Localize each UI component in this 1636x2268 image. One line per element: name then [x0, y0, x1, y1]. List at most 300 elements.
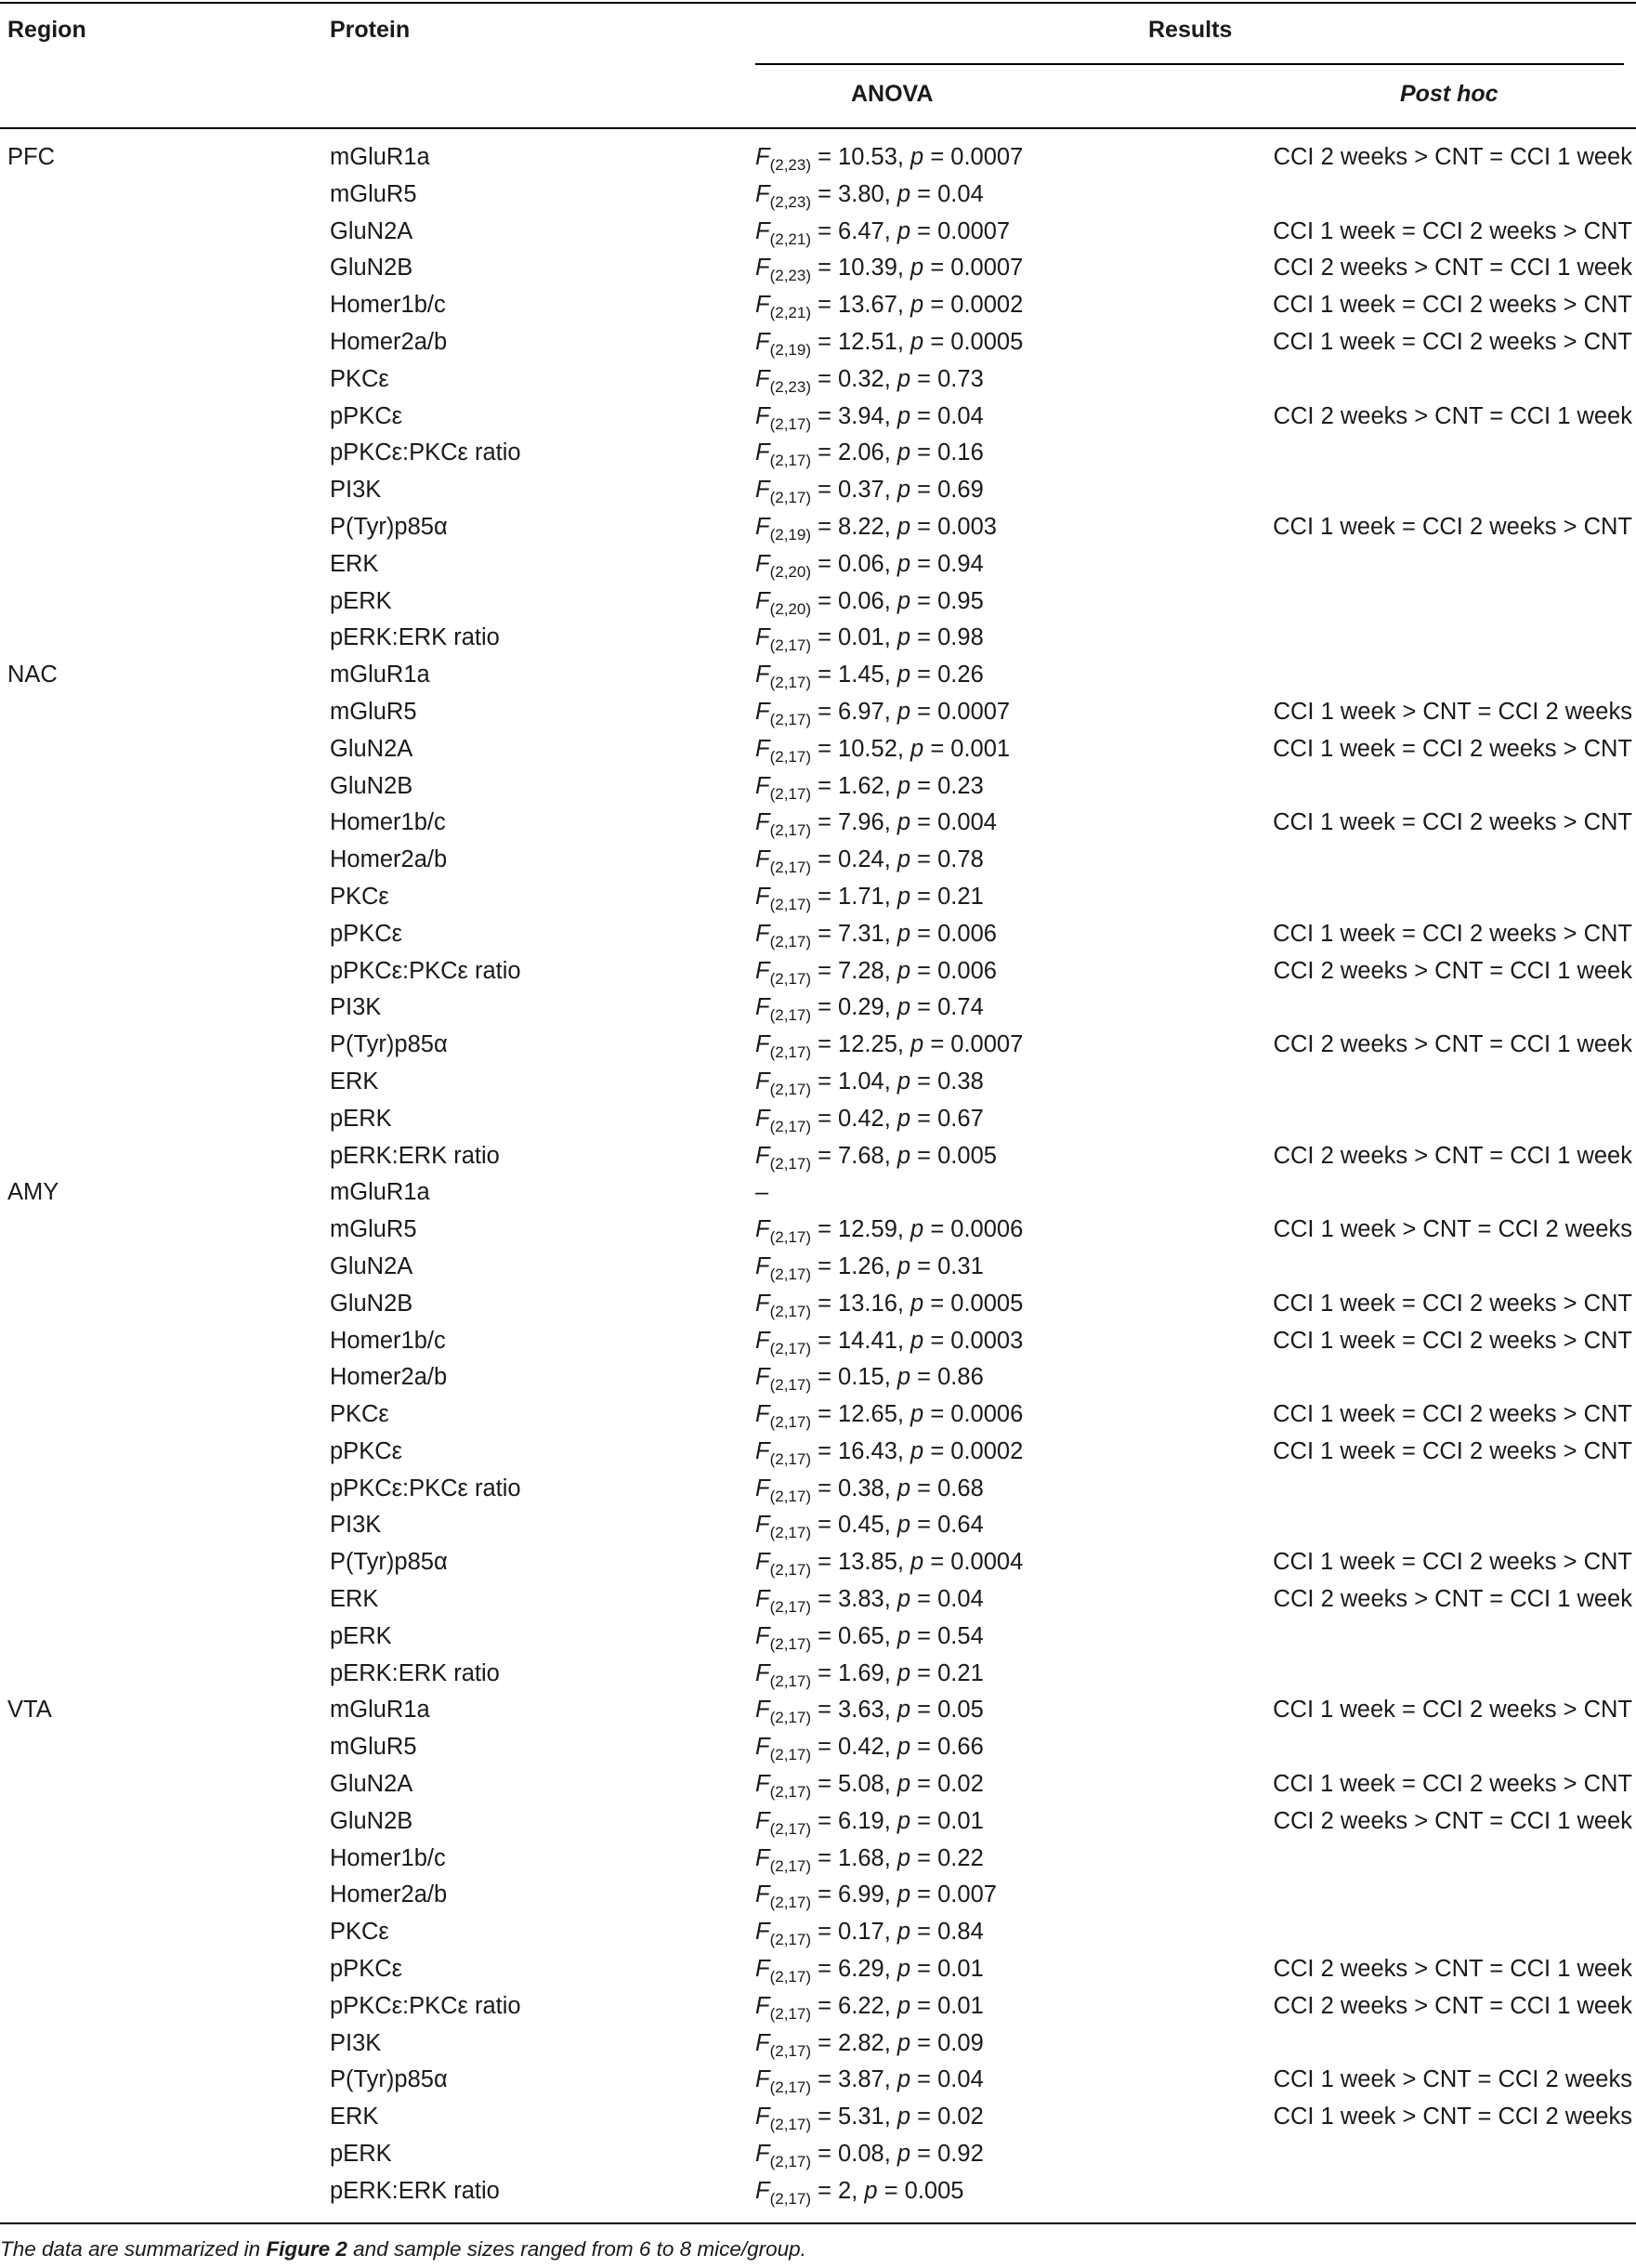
f-symbol: F: [755, 846, 770, 873]
p-value: = 0.21: [910, 883, 984, 910]
protein-cell: pPKCε:PKCε ratio: [330, 957, 521, 984]
f-symbol: F: [755, 1327, 770, 1354]
degrees-of-freedom: (2,23): [769, 267, 811, 285]
f-value: = 1.45,: [811, 662, 897, 688]
p-value: = 0.007: [910, 1881, 997, 1908]
protein-cell: Homer1b/c: [330, 1844, 446, 1871]
table-row: [0, 1988, 1636, 2025]
degrees-of-freedom: (2,17): [769, 2189, 811, 2208]
degrees-of-freedom: (2,17): [769, 1117, 811, 1135]
table-row: [0, 1212, 1636, 1249]
protein-cell: mGluR5: [330, 1734, 417, 1761]
region-cell: VTA: [7, 1697, 52, 1724]
p-value: = 0.04: [910, 180, 984, 207]
table-row: [0, 1286, 1636, 1323]
protein-cell: Homer2a/b: [330, 1364, 448, 1391]
protein-cell: mGluR5: [330, 698, 417, 725]
anova-cell: [755, 1212, 1023, 1249]
posthoc-cell: CCI 2 weeks > CNT = CCI 1 week: [1273, 1956, 1632, 1983]
degrees-of-freedom: (2,23): [769, 192, 811, 211]
header-region: Region: [7, 17, 86, 43]
table-row: [0, 1138, 1636, 1175]
anova-cell: [755, 2099, 984, 2136]
protein-cell: mGluR1a: [330, 662, 430, 688]
posthoc-cell: CCI 1 week > CNT = CCI 2 weeks: [1273, 2104, 1632, 2130]
table-row: [0, 916, 1636, 953]
posthoc-cell: CCI 1 week = CCI 2 weeks > CNT: [1273, 1437, 1632, 1464]
f-value: = 6.22,: [811, 1992, 897, 2019]
p-symbol: p: [897, 846, 911, 873]
table-row: [0, 842, 1636, 879]
f-value: = 13.16,: [811, 1290, 911, 1317]
table-row: [0, 1914, 1636, 1951]
posthoc-cell: CCI 1 week = CCI 2 weeks > CNT: [1273, 1327, 1632, 1354]
anova-cell: [755, 1729, 984, 1766]
p-symbol: p: [897, 1068, 911, 1095]
protein-cell: GluN2B: [330, 255, 413, 282]
table-row: [0, 2173, 1636, 2210]
degrees-of-freedom: (2,17): [769, 2041, 811, 2060]
p-value: = 0.005: [910, 1142, 997, 1169]
degrees-of-freedom: (2,17): [769, 1709, 811, 1727]
table-header-rule: [0, 127, 1636, 129]
degrees-of-freedom: (2,17): [769, 1376, 811, 1395]
anova-cell: [755, 1101, 984, 1138]
protein-cell: Homer2a/b: [330, 1881, 448, 1908]
table-row: [0, 2025, 1636, 2063]
degrees-of-freedom: (2,17): [769, 969, 811, 988]
footnote-figure-ref: Figure 2: [266, 2237, 347, 2261]
p-symbol: p: [897, 1364, 911, 1391]
f-value: = 7.68,: [811, 1142, 897, 1169]
p-symbol: p: [897, 1512, 911, 1539]
f-value: = 3.80,: [811, 180, 897, 207]
p-value: = 0.86: [910, 1364, 984, 1391]
anova-dash: –: [755, 1179, 769, 1206]
degrees-of-freedom: (2,17): [769, 1154, 811, 1173]
posthoc-cell: CCI 2 weeks > CNT = CCI 1 week: [1273, 957, 1632, 984]
posthoc-cell: CCI 1 week > CNT = CCI 2 weeks: [1273, 698, 1632, 725]
anova-cell: [755, 139, 1023, 177]
p-value: = 0.004: [910, 809, 997, 836]
degrees-of-freedom: (2,17): [769, 414, 811, 433]
posthoc-cell: CCI 2 weeks > CNT = CCI 1 week: [1273, 1031, 1632, 1058]
anova-cell: [755, 1656, 984, 1693]
table-row: [0, 2136, 1636, 2173]
f-symbol: F: [755, 1252, 770, 1279]
protein-cell: Homer2a/b: [330, 846, 448, 873]
f-symbol: F: [755, 477, 770, 504]
p-symbol: p: [910, 1290, 924, 1317]
f-symbol: F: [755, 1512, 770, 1539]
table-row: [0, 768, 1636, 806]
degrees-of-freedom: (2,17): [769, 932, 811, 950]
degrees-of-freedom: (2,17): [769, 452, 811, 470]
degrees-of-freedom: (2,17): [769, 1561, 811, 1580]
posthoc-cell: CCI 1 week = CCI 2 weeks > CNT: [1273, 1697, 1632, 1724]
f-symbol: F: [755, 1881, 770, 1908]
f-symbol: F: [755, 513, 770, 540]
f-symbol: F: [755, 2104, 770, 2130]
table-row: [0, 214, 1636, 251]
table-row: [0, 1581, 1636, 1619]
anova-cell: [755, 2062, 984, 2099]
f-value: = 6.47,: [811, 217, 897, 244]
p-value: = 0.21: [910, 1659, 984, 1686]
posthoc-cell: CCI 1 week = CCI 2 weeks > CNT: [1273, 1771, 1632, 1798]
f-value: = 12.59,: [811, 1216, 911, 1243]
protein-cell: PKCε: [330, 1401, 389, 1428]
p-symbol: p: [897, 1659, 911, 1686]
p-value: = 0.92: [910, 2141, 984, 2168]
table-row: [0, 435, 1636, 472]
degrees-of-freedom: (2,17): [769, 1968, 811, 1986]
table-row: [0, 1101, 1636, 1138]
protein-cell: GluN2A: [330, 735, 413, 762]
p-symbol: p: [910, 735, 924, 762]
degrees-of-freedom: (2,17): [769, 1302, 811, 1320]
table-row: [0, 1323, 1636, 1360]
header-results: Results: [1148, 17, 1233, 43]
f-symbol: F: [755, 1437, 770, 1464]
anova-cell: [755, 2025, 984, 2063]
table-row: [0, 509, 1636, 546]
posthoc-cell: CCI 2 weeks > CNT = CCI 1 week: [1273, 1142, 1632, 1169]
degrees-of-freedom: (2,23): [769, 377, 811, 396]
f-value: = 6.29,: [811, 1956, 897, 1983]
degrees-of-freedom: (2,17): [769, 1265, 811, 1283]
protein-cell: PI3K: [330, 477, 382, 504]
degrees-of-freedom: (2,17): [769, 1524, 811, 1542]
degrees-of-freedom: (2,17): [769, 1819, 811, 1838]
f-value: = 0.32,: [811, 365, 897, 392]
f-value: = 5.31,: [811, 2104, 897, 2130]
f-value: = 2.82,: [811, 2029, 897, 2056]
degrees-of-freedom: (2,17): [769, 710, 811, 728]
degrees-of-freedom: (2,17): [769, 489, 811, 507]
table-row: [0, 953, 1636, 990]
protein-cell: pERK:ERK ratio: [330, 2177, 500, 2204]
f-symbol: F: [755, 1142, 770, 1169]
f-value: = 7.31,: [811, 920, 897, 947]
posthoc-cell: CCI 2 weeks > CNT = CCI 1 week: [1273, 1586, 1632, 1613]
f-value: = 0.38,: [811, 1475, 897, 1501]
f-value: = 0.29,: [811, 994, 897, 1021]
protein-cell: mGluR1a: [330, 144, 430, 170]
table-row: [0, 1803, 1636, 1841]
f-value: = 1.69,: [811, 1659, 897, 1686]
f-value: = 0.06,: [811, 587, 897, 614]
f-value: = 0.06,: [811, 550, 897, 577]
p-value: = 0.001: [923, 735, 1011, 762]
table-row: [0, 583, 1636, 621]
f-symbol: F: [755, 735, 770, 762]
anova-cell: [755, 1803, 984, 1841]
posthoc-cell: CCI 1 week = CCI 2 weeks > CNT: [1273, 1290, 1632, 1317]
degrees-of-freedom: (2,17): [769, 859, 811, 877]
degrees-of-freedom: (2,17): [769, 1449, 811, 1468]
p-symbol: p: [910, 144, 924, 170]
p-value: = 0.98: [910, 624, 984, 651]
anova-cell: [755, 399, 984, 436]
p-value: = 0.0007: [923, 1031, 1024, 1058]
p-symbol: p: [897, 1807, 911, 1834]
f-value: = 6.99,: [811, 1881, 897, 1908]
degrees-of-freedom: (2,19): [769, 525, 811, 544]
f-symbol: F: [755, 402, 770, 429]
table-row: [0, 1064, 1636, 1101]
table-row: [0, 250, 1636, 287]
f-value: = 3.94,: [811, 402, 897, 429]
f-symbol: F: [755, 1919, 770, 1946]
degrees-of-freedom: (2,17): [769, 1006, 811, 1025]
p-value: = 0.0002: [923, 1437, 1024, 1464]
f-value: = 6.19,: [811, 1807, 897, 1834]
degrees-of-freedom: (2,17): [769, 1894, 811, 1912]
protein-cell: PI3K: [330, 1512, 382, 1539]
anova-cell: [755, 2173, 963, 2210]
table-row: [0, 694, 1636, 731]
table-row: [0, 1359, 1636, 1396]
f-symbol: F: [755, 2177, 770, 2204]
degrees-of-freedom: (2,17): [769, 1413, 811, 1432]
f-symbol: F: [755, 1771, 770, 1798]
p-symbol: p: [897, 772, 911, 799]
p-value: = 0.26: [910, 662, 984, 688]
table-row: [0, 1766, 1636, 1803]
anova-cell: [755, 1766, 984, 1803]
table-row: [0, 1027, 1636, 1064]
protein-cell: pERK:ERK ratio: [330, 624, 500, 651]
anova-cell: [755, 1027, 1023, 1064]
p-symbol: p: [897, 698, 911, 725]
protein-cell: mGluR5: [330, 180, 417, 207]
table-row: [0, 1249, 1636, 1286]
f-value: = 1.62,: [811, 772, 897, 799]
p-symbol: p: [897, 1844, 911, 1871]
anova-cell: [755, 1249, 984, 1286]
table-row: [0, 546, 1636, 583]
table-row: [0, 399, 1636, 436]
p-value: = 0.01: [910, 1807, 984, 1834]
f-symbol: F: [755, 624, 770, 651]
region-cell: PFC: [7, 144, 55, 170]
f-symbol: F: [755, 144, 770, 170]
p-symbol: p: [897, 2066, 911, 2093]
degrees-of-freedom: (2,17): [769, 636, 811, 655]
protein-cell: GluN2B: [330, 1290, 413, 1317]
p-value: = 0.38: [910, 1068, 984, 1095]
anova-cell: [755, 214, 1010, 251]
f-symbol: F: [755, 1290, 770, 1317]
table-body: [0, 139, 1636, 2210]
table-row: [0, 1471, 1636, 1508]
f-symbol: F: [755, 883, 770, 910]
protein-cell: pPKCε: [330, 920, 402, 947]
header-posthoc: Post hoc: [1400, 81, 1499, 107]
f-value: = 0.65,: [811, 1622, 897, 1649]
posthoc-cell: CCI 1 week = CCI 2 weeks > CNT: [1273, 292, 1632, 319]
anova-cell: [755, 1138, 997, 1175]
protein-cell: Homer1b/c: [330, 1327, 446, 1354]
p-symbol: p: [910, 328, 924, 355]
f-symbol: F: [755, 180, 770, 207]
degrees-of-freedom: (2,17): [769, 1931, 811, 1949]
p-value: = 0.78: [910, 846, 984, 873]
p-symbol: p: [897, 477, 911, 504]
protein-cell: pERK: [330, 2141, 392, 2168]
table-row: [0, 1692, 1636, 1729]
p-value: = 0.66: [910, 1734, 984, 1761]
degrees-of-freedom: (2,17): [769, 2153, 811, 2171]
table-row: [0, 990, 1636, 1027]
anova-cell: [755, 546, 984, 583]
p-value: = 0.0007: [923, 255, 1024, 282]
f-value: = 8.22,: [811, 513, 897, 540]
p-value: = 0.54: [910, 1622, 984, 1649]
protein-cell: P(Tyr)p85α: [330, 513, 448, 540]
p-value: = 0.69: [910, 477, 984, 504]
protein-cell: GluN2B: [330, 772, 413, 799]
protein-cell: PKCε: [330, 1919, 389, 1946]
posthoc-cell: CCI 1 week = CCI 2 weeks > CNT: [1273, 328, 1632, 355]
table-row: [0, 1729, 1636, 1766]
protein-cell: pERK: [330, 1105, 392, 1132]
f-value: = 0.15,: [811, 1364, 897, 1391]
p-symbol: p: [897, 217, 911, 244]
p-symbol: p: [897, 1622, 911, 1649]
protein-cell: PI3K: [330, 2029, 382, 2056]
f-value: = 10.53,: [811, 144, 911, 170]
p-value: = 0.22: [910, 1844, 984, 1871]
region-cell: AMY: [7, 1179, 59, 1206]
f-symbol: F: [755, 2029, 770, 2056]
posthoc-cell: CCI 1 week > CNT = CCI 2 weeks: [1273, 2066, 1632, 2093]
anova-cell: [755, 1434, 1023, 1471]
f-value: = 0.17,: [811, 1919, 897, 1946]
anova-cell: [755, 1471, 984, 1508]
degrees-of-freedom: (2,17): [769, 895, 811, 913]
p-value: = 0.04: [910, 1586, 984, 1613]
anova-cell: [755, 1323, 1023, 1360]
p-symbol: p: [897, 1475, 911, 1501]
posthoc-cell: CCI 2 weeks > CNT = CCI 1 week: [1273, 144, 1632, 170]
anova-cell: [755, 1359, 984, 1396]
anova-cell: [755, 1064, 984, 1101]
f-symbol: F: [755, 1549, 770, 1576]
f-value: = 0.42,: [811, 1734, 897, 1761]
anova-cell: [755, 842, 984, 879]
p-value: = 0.006: [910, 920, 997, 947]
posthoc-cell: CCI 1 week = CCI 2 weeks > CNT: [1273, 1401, 1632, 1428]
p-value: = 0.68: [910, 1475, 984, 1501]
degrees-of-freedom: (2,21): [769, 304, 811, 322]
table-row: [0, 805, 1636, 842]
p-symbol: p: [897, 513, 911, 540]
protein-cell: Homer1b/c: [330, 292, 446, 319]
f-symbol: F: [755, 1659, 770, 1686]
p-value: = 0.04: [910, 402, 984, 429]
protein-cell: PI3K: [330, 994, 382, 1021]
protein-cell: P(Tyr)p85α: [330, 1031, 448, 1058]
p-symbol: p: [864, 2177, 878, 2204]
degrees-of-freedom: (2,17): [769, 784, 811, 803]
degrees-of-freedom: (2,17): [769, 2004, 811, 2023]
p-symbol: p: [897, 1956, 911, 1983]
f-value: = 2.06,: [811, 439, 897, 466]
p-symbol: p: [897, 180, 911, 207]
anova-cell: [755, 657, 984, 694]
p-value: = 0.74: [910, 994, 984, 1021]
f-value: = 10.39,: [811, 255, 911, 282]
p-symbol: p: [897, 1142, 911, 1169]
p-value: = 0.0002: [923, 292, 1024, 319]
f-symbol: F: [755, 772, 770, 799]
p-value: = 0.0007: [923, 144, 1024, 170]
posthoc-cell: CCI 1 week = CCI 2 weeks > CNT: [1273, 1549, 1632, 1576]
degrees-of-freedom: (2,17): [769, 1080, 811, 1098]
p-symbol: p: [897, 1105, 911, 1132]
posthoc-cell: CCI 1 week > CNT = CCI 2 weeks: [1273, 1216, 1632, 1243]
f-value: = 12.65,: [811, 1401, 911, 1428]
degrees-of-freedom: (2,17): [769, 674, 811, 692]
p-value: = 0.04: [910, 2066, 984, 2093]
p-value: = 0.006: [910, 957, 997, 984]
f-symbol: F: [755, 587, 770, 614]
p-value: = 0.0007: [910, 698, 1011, 725]
footnote-text-post: and sample sizes ranged from 6 to 8 mice/group.: [347, 2237, 806, 2261]
table-row: [0, 1544, 1636, 1581]
p-value: = 0.09: [910, 2029, 984, 2056]
protein-cell: ERK: [330, 550, 379, 577]
f-symbol: F: [755, 365, 770, 392]
f-symbol: F: [755, 1475, 770, 1501]
anova-cell: [755, 2136, 984, 2173]
p-symbol: p: [897, 883, 911, 910]
f-value: = 16.43,: [811, 1437, 911, 1464]
f-symbol: F: [755, 1364, 770, 1391]
p-symbol: p: [910, 1549, 924, 1576]
posthoc-cell: CCI 1 week = CCI 2 weeks > CNT: [1273, 513, 1632, 540]
anova-cell: [755, 1544, 1023, 1581]
protein-cell: ERK: [330, 1068, 379, 1095]
p-value: = 0.16: [910, 439, 984, 466]
posthoc-cell: CCI 2 weeks > CNT = CCI 1 week: [1273, 1807, 1632, 1834]
f-value: = 12.51,: [811, 328, 911, 355]
protein-cell: PKCε: [330, 883, 389, 910]
posthoc-cell: CCI 2 weeks > CNT = CCI 1 week: [1273, 255, 1632, 282]
anova-cell: [755, 250, 1023, 287]
anova-cell: [755, 1692, 984, 1729]
p-value: = 0.0007: [910, 217, 1011, 244]
p-value: = 0.94: [910, 550, 984, 577]
p-symbol: p: [910, 255, 924, 282]
table-row: [0, 287, 1636, 324]
protein-cell: pPKCε:PKCε ratio: [330, 1475, 521, 1501]
degrees-of-freedom: (2,23): [769, 156, 811, 174]
f-symbol: F: [755, 1401, 770, 1428]
p-value: = 0.0005: [923, 1290, 1024, 1317]
degrees-of-freedom: (2,17): [769, 1672, 811, 1690]
p-value: = 0.01: [910, 1956, 984, 1983]
degrees-of-freedom: (2,17): [769, 1487, 811, 1505]
f-symbol: F: [755, 1844, 770, 1871]
p-symbol: p: [910, 1031, 924, 1058]
anova-cell: [755, 1988, 984, 2025]
posthoc-cell: CCI 2 weeks > CNT = CCI 1 week: [1273, 402, 1632, 429]
p-value: = 0.95: [910, 587, 984, 614]
f-symbol: F: [755, 1622, 770, 1649]
